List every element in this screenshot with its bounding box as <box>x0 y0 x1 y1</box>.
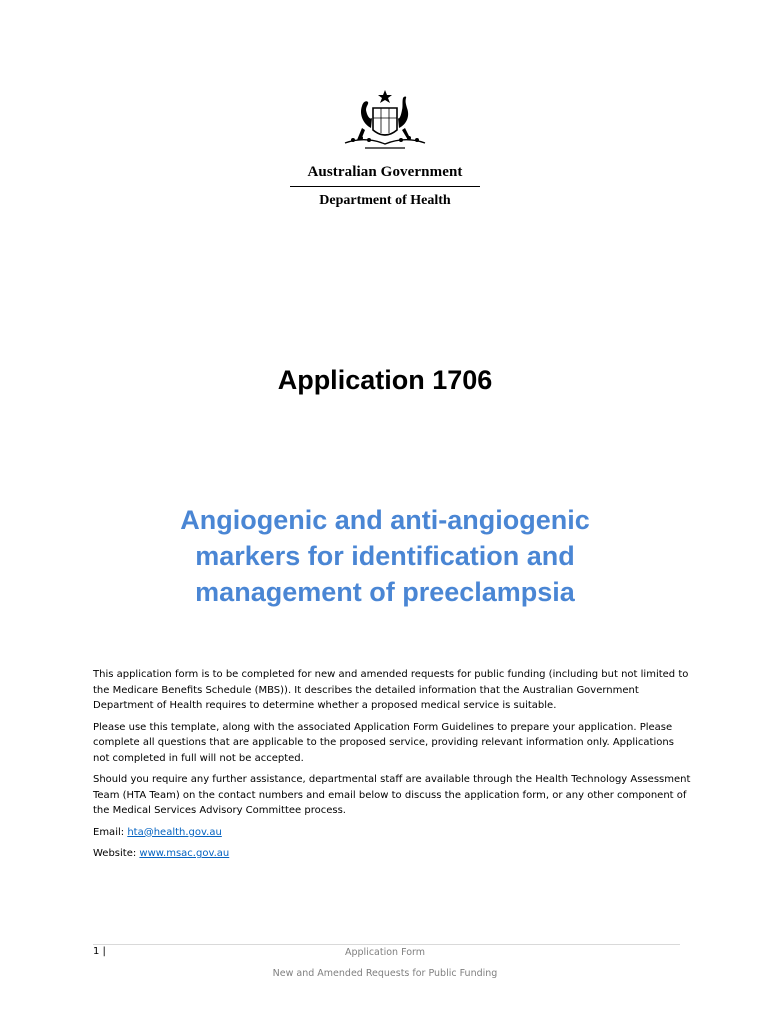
coat-of-arms-icon <box>335 88 435 158</box>
subtitle-line: Angiogenic and anti-angiogenic <box>180 505 590 535</box>
email-line <box>93 825 693 841</box>
website-label: Website: <box>93 848 137 859</box>
logo-divider <box>290 186 480 187</box>
government-name: Australian Government <box>307 164 463 180</box>
intro-paragraph: This application form is to be completed for new and amended requests for public funding (including but not limited to the Medicare Benefits Schedule (MBS)). It describes the detailed information that the Australian Government Department of Health requires to determine whether a proposed medical service is suitable. <box>93 669 689 711</box>
subtitle-line: markers for identification and <box>195 541 575 571</box>
document-body <box>93 667 693 868</box>
page-title: Application 1706 <box>277 365 493 395</box>
footer-form-subtitle: New and Amended Requests for Public Funding <box>272 968 498 979</box>
instructions-paragraph: Please use this template, along with the associated Application Form Guidelines to prepare your application. Please complete all questions that are applicable to the proposed service, providing relevant information only. Applications not completed in full will not be accepted. <box>93 721 674 764</box>
email-link[interactable]: hta@health.gov.au <box>127 826 222 838</box>
government-logo <box>285 88 485 209</box>
footer-form-label: Application Form <box>344 947 426 958</box>
assistance-paragraph: Should you require any further assistance, departmental staff are available through the Health Technology Assessment Team (HTA Team) on the contact numbers and email below to discuss the application form, or any other component of the Medical Services Advisory Committee process. <box>93 774 691 816</box>
website-link[interactable]: www.msac.gov.au <box>139 848 230 859</box>
website-line <box>93 846 693 862</box>
department-name: Department of Health <box>319 193 451 208</box>
page-number: 1 | <box>93 946 106 957</box>
subtitle-line: management of preeclampsia <box>195 577 575 607</box>
footer-divider <box>93 944 680 945</box>
email-label: Email: <box>93 826 125 838</box>
document-subtitle <box>110 502 660 610</box>
